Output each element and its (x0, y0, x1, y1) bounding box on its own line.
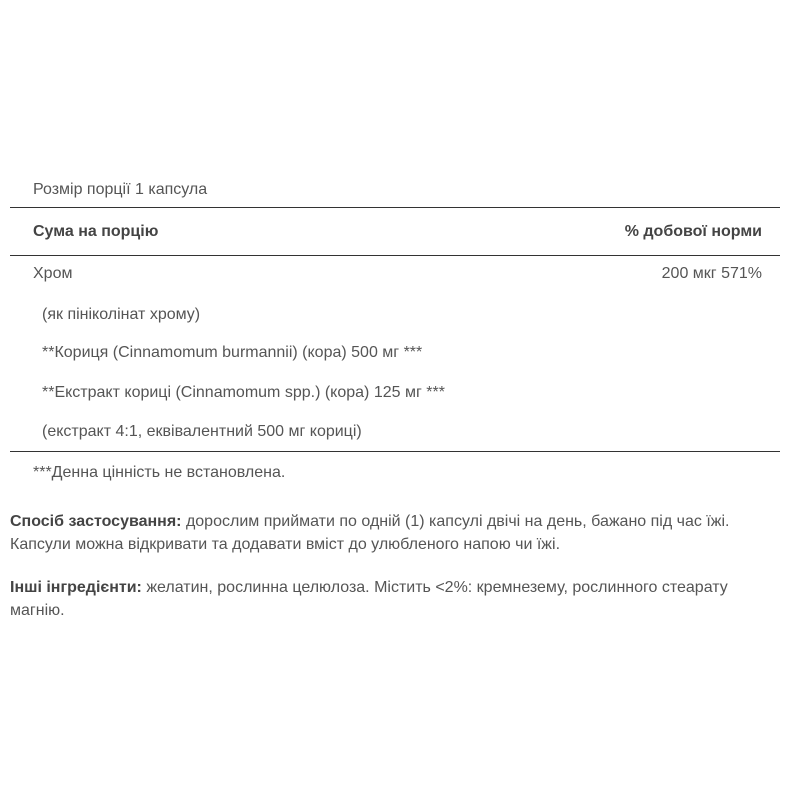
ingredient-chromium: Хром (33, 265, 73, 282)
other-ingredients-text: желатин, рослинна целюлоза. Містить <2%: кремнезему, рослинного стеарату магнію. (10, 579, 728, 619)
amount-per-serving-header: Сума на порцію (33, 223, 159, 240)
ingredient-cinnamon: **Кориця (Cinnamomum burmannii) (кора) 500 мг *** (42, 344, 423, 361)
divider-bottom (10, 451, 780, 452)
ingredient-chromium-value: 200 мкг 571% (661, 265, 762, 282)
other-ingredients-paragraph (10, 576, 780, 622)
other-ingredients-label: Інші інгредієнти: (10, 579, 142, 596)
daily-value-footnote: ***Денна цінність не встановлена. (33, 464, 286, 481)
daily-value-header: % добової норми (624, 223, 762, 240)
usage-text: дорослим приймати по одній (1) капсулі двічі на день, бажано під час їжі. Капсули можна відкривати та додавати вміст до улюбленого напою чи їжі. (10, 513, 730, 553)
ingredient-cinnamon-extract-note: (екстракт 4:1, еквівалентний 500 мг кориці) (42, 423, 362, 440)
ingredient-chromium-form: (як пініколінат хрому) (42, 306, 201, 323)
serving-size: Розмір порції 1 капсула (33, 181, 208, 198)
usage-paragraph (10, 510, 780, 556)
divider-top (10, 207, 780, 208)
usage-label: Спосіб застосування: (10, 513, 182, 530)
ingredient-cinnamon-extract: **Екстракт кориці (Cinnamomum spp.) (кора) 125 мг *** (42, 384, 445, 401)
divider-header (10, 255, 780, 256)
